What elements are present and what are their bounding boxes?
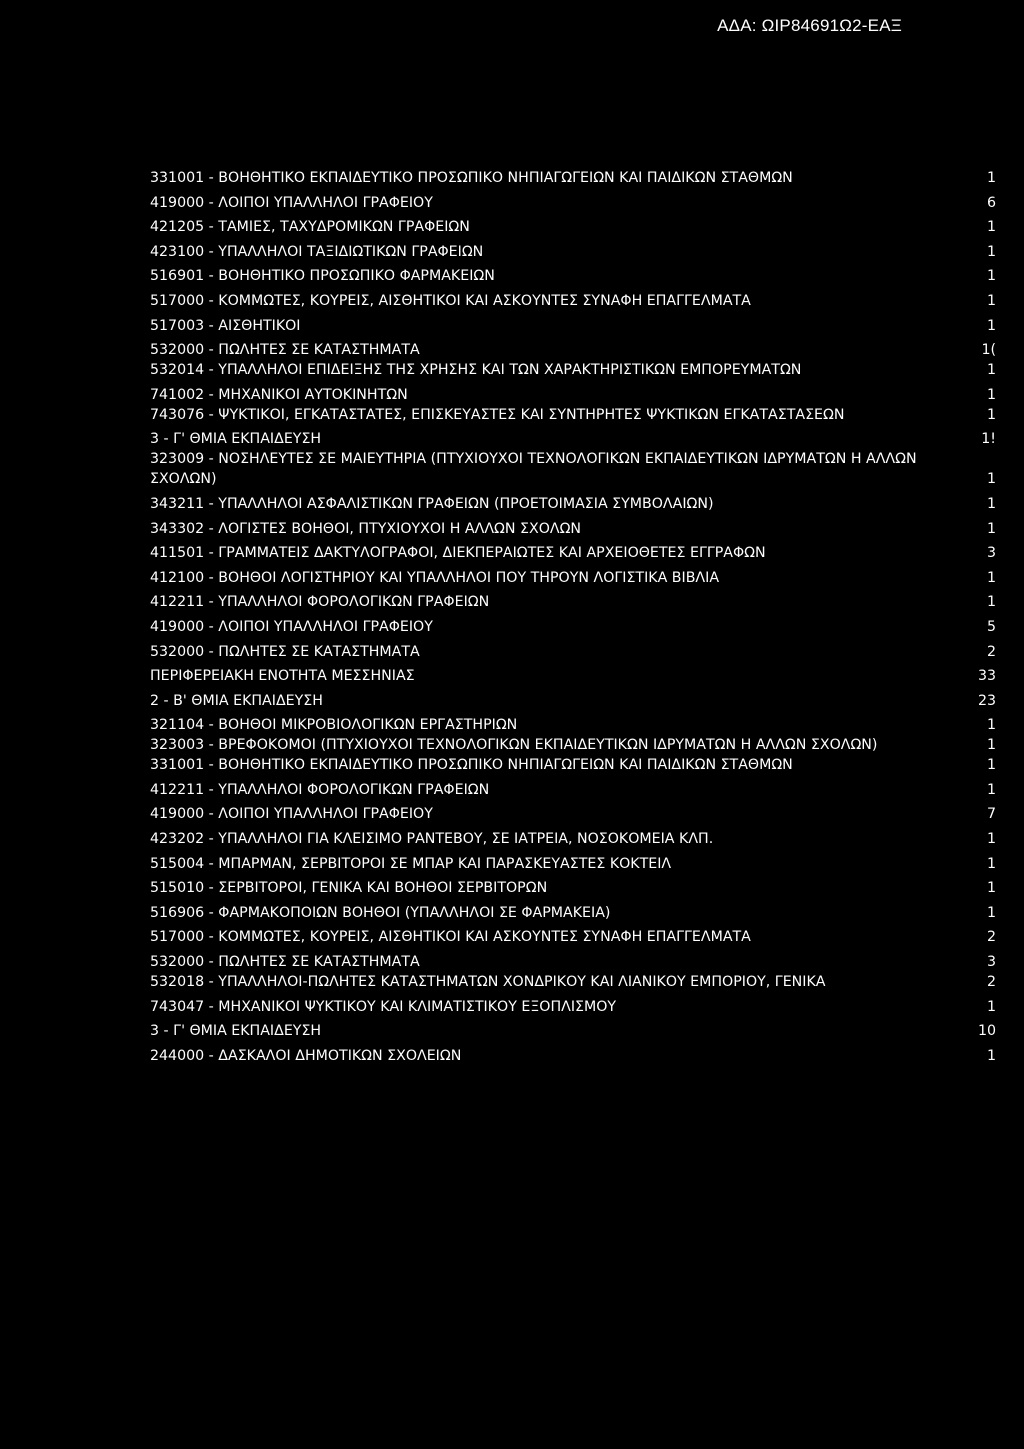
item-label: 532000 - ΠΩΛΗΤΕΣ ΣΕ ΚΑΤΑΣΤΗΜΑΤΑ	[150, 342, 420, 359]
item-count: 1	[986, 757, 996, 774]
list-item	[150, 316, 996, 336]
list-item	[150, 691, 996, 711]
list-item	[150, 829, 996, 849]
item-label: ΠΕΡΙΦΕΡΕΙΑΚΗ ΕΝΟΤΗΤΑ ΜΕΣΣΗΝΙΑΣ	[150, 668, 415, 685]
item-count: 1	[986, 268, 996, 285]
list-item	[150, 360, 996, 380]
list-item	[150, 1021, 996, 1041]
item-count: 1	[986, 880, 996, 897]
item-count: 1	[986, 904, 996, 921]
item-label: 532000 - ΠΩΛΗΤΕΣ ΣΕ ΚΑΤΑΣΤΗΜΑΤΑ	[150, 643, 420, 660]
item-count: 23	[977, 692, 996, 709]
item-count: 1	[986, 170, 996, 186]
list-item	[150, 405, 996, 425]
item-label: 743047 - ΜΗΧΑΝΙΚΟΙ ΨΥΚΤΙΚΟΥ ΚΑΙ ΚΛΙΜΑΤΙΣΤΙΚΟΥ ΕΞΟΠΛΙΣΜΟΥ	[150, 998, 617, 1015]
item-label: 412211 - ΥΠΑΛΛΗΛΟΙ ΦΟΡΟΛΟΓΙΚΩΝ ΓΡΑΦΕΙΩΝ	[150, 781, 490, 798]
item-count: 2	[986, 974, 996, 991]
item-count: 5	[986, 618, 996, 635]
item-label: 532014 - ΥΠΑΛΛΗΛΟΙ ΕΠΙΔΕΙΞΗΣ ΤΗΣ ΧΡΗΣΗΣ ΚΑΙ ΤΩΝ ΧΑΡΑΚΤΗΡΙΣΤΙΚΩΝ ΕΜΠΟΡΕΥΜΑΤΩΝ	[150, 362, 802, 379]
item-count: 1(	[981, 342, 996, 359]
list-item	[150, 543, 996, 563]
item-label: 343211 - ΥΠΑΛΛΗΛΟΙ ΑΣΦΑΛΙΣΤΙΚΩΝ ΓΡΑΦΕΙΩΝ (ΠΡΟΕΤΟΙΜΑΣΙΑ ΣΥΜΒΟΛΑΙΩΝ)	[150, 495, 714, 512]
item-label: 323003 - ΒΡΕΦΟΚΟΜΟΙ (ΠΤΥΧΙΟΥΧΟΙ ΤΕΧΝΟΛΟΓΙΚΩΝ ΕΚΠΑΙΔΕΥΤΙΚΩΝ ΙΔΡΥΜΑΤΩΝ Η ΑΛΛΩΝ ΣΧΟΛΩΝ)	[150, 737, 878, 754]
list-item	[150, 494, 996, 514]
item-label: 3 - Γ' ΘΜΙΑ ΕΚΠΑΙΔΕΥΣΗ	[150, 1023, 322, 1040]
item-label: 743076 - ΨΥΚΤΙΚΟΙ, ΕΓΚΑΤΑΣΤΑΤΕΣ, ΕΠΙΣΚΕΥΑΣΤΕΣ ΚΑΙ ΣΥΝΤΗΡΗΤΕΣ ΨΥΚΤΙΚΩΝ ΕΓΚΑΤΑΣΤΑΣΕΩΝ	[150, 406, 845, 423]
item-count: 3	[986, 954, 996, 971]
list-item	[150, 735, 996, 755]
item-label: 517000 - ΚΟΜΜΩΤΕΣ, ΚΟΥΡΕΙΣ, ΑΙΣΘΗΤΙΚΟΙ ΚΑΙ ΑΣΚΟΥΝΤΕΣ ΣΥΝΑΦΗ ΕΠΑΓΓΕΛΜΑΤΑ	[150, 292, 751, 309]
list-item	[150, 755, 996, 775]
item-label: 423202 - ΥΠΑΛΛΗΛΟΙ ΓΙΑ ΚΛΕΙΣΙΜΟ ΡΑΝΤΕΒΟΥ, ΣΕ ΙΑΤΡΕΙΑ, ΝΟΣΟΚΟΜΕΙΑ ΚΛΠ.	[150, 831, 714, 848]
item-label: 419000 - ΛΟΙΠΟΙ ΥΠΑΛΛΗΛΟΙ ΓΡΑΦΕΙΟΥ	[150, 618, 433, 635]
list-item	[150, 242, 996, 262]
item-label: 244000 - ΔΑΣΚΑΛΟΙ ΔΗΜΟΤΙΚΩΝ ΣΧΟΛΕΙΩΝ	[150, 1047, 462, 1064]
item-label: 412211 - ΥΠΑΛΛΗΛΟΙ ΦΟΡΟΛΟΓΙΚΩΝ ΓΡΑΦΕΙΩΝ	[150, 594, 490, 611]
item-label: 343302 - ΛΟΓΙΣΤΕΣ ΒΟΗΘΟΙ, ΠΤΥΧΙΟΥΧΟΙ Η ΑΛΛΩΝ ΣΧΟΛΩΝ	[150, 520, 582, 537]
item-label: 2 - Β' ΘΜΙΑ ΕΚΠΑΙΔΕΥΣΗ	[150, 692, 323, 709]
item-count: 1!	[981, 431, 996, 448]
ada-identifier: ΑΔΑ: ΩΙΡ84691Ω2-ΕΑΞ	[717, 16, 902, 35]
item-count: 1	[986, 386, 996, 403]
list-item	[150, 780, 996, 800]
item-count: 1	[986, 471, 996, 488]
item-count: 1	[986, 569, 996, 586]
list-item	[150, 854, 996, 874]
item-count: 1	[986, 520, 996, 537]
list-item	[150, 291, 996, 311]
list-item	[150, 592, 996, 612]
item-label: 412100 - ΒΟΗΘΟΙ ΛΟΓΙΣΤΗΡΙΟΥ ΚΑΙ ΥΠΑΛΛΗΛΟΙ ΠΟΥ ΤΗΡΟΥΝ ΛΟΓΙΣΤΙΚΑ ΒΙΒΛΙΑ	[150, 569, 720, 586]
list-item	[150, 385, 996, 405]
item-label: 741002 - ΜΗΧΑΝΙΚΟΙ ΑΥΤΟΚΙΝΗΤΩΝ	[150, 386, 408, 403]
list-item	[150, 952, 996, 972]
list-item	[150, 642, 996, 662]
item-label: 321104 - ΒΟΗΘΟΙ ΜΙΚΡΟΒΙΟΛΟΓΙΚΩΝ ΕΡΓΑΣΤΗΡΙΩΝ	[150, 717, 518, 734]
list-item	[150, 1046, 996, 1066]
list-item	[150, 804, 996, 824]
item-count: 2	[986, 643, 996, 660]
item-label: 419000 - ΛΟΙΠΟΙ ΥΠΑΛΛΗΛΟΙ ΓΡΑΦΕΙΟΥ	[150, 806, 433, 823]
list-item	[150, 568, 996, 588]
occupation-list	[150, 168, 996, 1070]
list-item	[150, 715, 996, 735]
item-label: 517003 - ΑΙΣΘΗΤΙΚΟΙ	[150, 317, 301, 334]
item-count: 1	[986, 406, 996, 423]
list-item	[150, 449, 996, 489]
item-label: 421205 - ΤΑΜΙΕΣ, ΤΑΧΥΔΡΟΜΙΚΩΝ ΓΡΑΦΕΙΩΝ	[150, 219, 470, 236]
list-item	[150, 972, 996, 992]
item-count: 1	[986, 717, 996, 734]
item-label: 532000 - ΠΩΛΗΤΕΣ ΣΕ ΚΑΤΑΣΤΗΜΑΤΑ	[150, 954, 420, 971]
item-label: 331001 - ΒΟΗΘΗΤΙΚΟ ΕΚΠΑΙΔΕΥΤΙΚΟ ΠΡΟΣΩΠΙΚΟ ΝΗΠΙΑΓΩΓΕΙΩΝ ΚΑΙ ΠΑΙΔΙΚΩΝ ΣΤΑΘΜΩΝ	[150, 757, 793, 774]
item-label: 419000 - ΛΟΙΠΟΙ ΥΠΑΛΛΗΛΟΙ ΓΡΑΦΕΙΟΥ	[150, 194, 433, 211]
list-item	[150, 429, 996, 449]
list-item	[150, 168, 996, 188]
item-label: 532018 - ΥΠΑΛΛΗΛΟΙ-ΠΩΛΗΤΕΣ ΚΑΤΑΣΤΗΜΑΤΩΝ ΧΟΝΔΡΙΚΟΥ ΚΑΙ ΛΙΑΝΙΚΟΥ ΕΜΠΟΡΙΟΥ, ΓΕΝΙΚΑ	[150, 974, 826, 991]
item-count: 2	[986, 929, 996, 946]
item-label: 515010 - ΣΕΡΒΙΤΟΡΟΙ, ΓΕΝΙΚΑ ΚΑΙ ΒΟΗΘΟΙ ΣΕΡΒΙΤΟΡΩΝ	[150, 880, 548, 897]
item-label: 423100 - ΥΠΑΛΛΗΛΟΙ ΤΑΞΙΔΙΩΤΙΚΩΝ ΓΡΑΦΕΙΩΝ	[150, 243, 484, 260]
item-count: 7	[986, 806, 996, 823]
item-count: 1	[986, 317, 996, 334]
item-count: 1	[986, 594, 996, 611]
list-item	[150, 193, 996, 213]
item-count: 1	[986, 495, 996, 512]
item-count: 1	[986, 737, 996, 754]
item-label: 517000 - ΚΟΜΜΩΤΕΣ, ΚΟΥΡΕΙΣ, ΑΙΣΘΗΤΙΚΟΙ ΚΑΙ ΑΣΚΟΥΝΤΕΣ ΣΥΝΑΦΗ ΕΠΑΓΓΕΛΜΑΤΑ	[150, 929, 751, 946]
list-item	[150, 927, 996, 947]
item-label: 411501 - ΓΡΑΜΜΑΤΕΙΣ ΔΑΚΤΥΛΟΓΡΑΦΟΙ, ΔΙΕΚΠΕΡΑΙΩΤΕΣ ΚΑΙ ΑΡΧΕΙΟΘΕΤΕΣ ΕΓΓΡΑΦΩΝ	[150, 545, 766, 562]
item-label: 516901 - ΒΟΗΘΗΤΙΚΟ ΠΡΟΣΩΠΙΚΟ ΦΑΡΜΑΚΕΙΩΝ	[150, 268, 495, 285]
list-item	[150, 617, 996, 637]
item-count: 1	[986, 855, 996, 872]
list-item	[150, 266, 996, 286]
item-label: 3 - Γ' ΘΜΙΑ ΕΚΠΑΙΔΕΥΣΗ	[150, 431, 322, 448]
item-count: 3	[986, 545, 996, 562]
list-item	[150, 519, 996, 539]
item-label: 331001 - ΒΟΗΘΗΤΙΚΟ ΕΚΠΑΙΔΕΥΤΙΚΟ ΠΡΟΣΩΠΙΚΟ ΝΗΠΙΑΓΩΓΕΙΩΝ ΚΑΙ ΠΑΙΔΙΚΩΝ ΣΤΑΘΜΩΝ	[150, 170, 793, 186]
item-count: 1	[986, 292, 996, 309]
item-label: 516906 - ΦΑΡΜΑΚΟΠΟΙΩΝ ΒΟΗΘΟΙ (ΥΠΑΛΛΗΛΟΙ ΣΕ ΦΑΡΜΑΚΕΙΑ)	[150, 904, 611, 921]
item-count: 1	[986, 219, 996, 236]
item-count: 6	[986, 194, 996, 211]
item-count: 1	[986, 998, 996, 1015]
list-item	[150, 666, 996, 686]
item-count: 10	[977, 1023, 996, 1040]
list-item	[150, 217, 996, 237]
list-item	[150, 878, 996, 898]
item-count: 1	[986, 1047, 996, 1064]
list-item	[150, 997, 996, 1017]
item-count: 1	[986, 781, 996, 798]
item-count: 33	[977, 668, 996, 685]
item-count: 1	[986, 243, 996, 260]
list-item	[150, 903, 996, 923]
item-count: 1	[986, 831, 996, 848]
item-label: 515004 - ΜΠΑΡΜΑΝ, ΣΕΡΒΙΤΟΡΟΙ ΣΕ ΜΠΑΡ ΚΑΙ ΠΑΡΑΣΚΕΥΑΣΤΕΣ ΚΟΚΤΕΙΛ	[150, 855, 672, 872]
item-label: 323009 - ΝΟΣΗΛΕΥΤΕΣ ΣΕ ΜΑΙΕΥΤΗΡΙΑ (ΠΤΥΧΙΟΥΧΟΙ ΤΕΧΝΟΛΟΓΙΚΩΝ ΕΚΠΑΙΔΕΥΤΙΚΩΝ ΙΔΡΥΜΑΤΩΝ Η ΑΛΛΩΝ ΣΧΟΛΩΝ)	[150, 451, 917, 488]
list-item	[150, 340, 996, 360]
item-count: 1	[986, 362, 996, 379]
